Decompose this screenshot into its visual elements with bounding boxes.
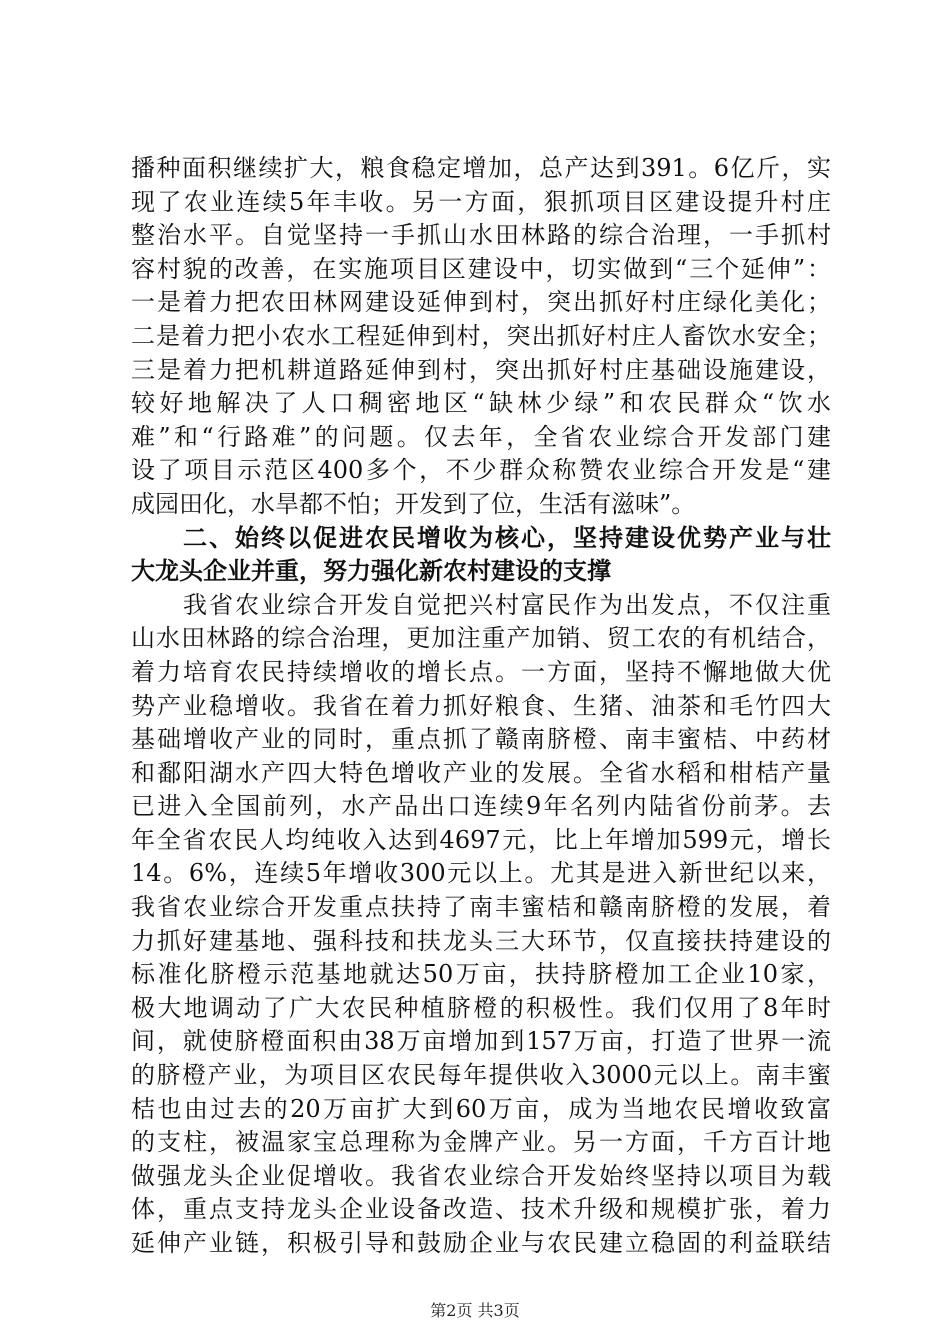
text-line: 较好地解决了人口稠密地区“缺林少绿”和农民群众“饮水 bbox=[131, 389, 831, 418]
text-line: 我省农业综合开发重点扶持了南丰蜜桔和赣南脐橙的发展，着 bbox=[131, 893, 831, 922]
text-line: 14。6%，连续5年增收300元以上。尤其是进入新世纪以来， bbox=[131, 859, 831, 888]
text-line: 现了农业连续5年丰收。另一方面，狠抓项目区建设提升村庄 bbox=[131, 187, 831, 216]
paragraph-2 bbox=[131, 589, 831, 1261]
text-line: 我省农业综合开发自觉把兴村富民作为出发点，不仅注重 bbox=[131, 590, 831, 619]
text-line: 做强龙头企业促增收。我省农业综合开发始终坚持以项目为载 bbox=[131, 1161, 831, 1190]
text-line: 播种面积继续扩大，粮食稳定增加，总产达到391。6亿斤，实 bbox=[131, 154, 831, 182]
text-line: 体，重点支持龙头企业设备改造、技术升级和规模扩张，着力 bbox=[131, 1195, 831, 1224]
text-line: 已进入全国前列，水产品出口连续9年名列内陆省份前茅。去 bbox=[131, 792, 831, 821]
text-line: 延伸产业链，积极引导和鼓励企业与农民建立稳固的利益联结 bbox=[131, 1229, 831, 1257]
body-text bbox=[131, 152, 831, 1261]
text-line: 基础增收产业的同时，重点抓了赣南脐橙、南丰蜜桔、中药材 bbox=[131, 725, 831, 754]
text-line: 设了项目示范区400多个，不少群众称赞农业综合开发是“建 bbox=[131, 456, 831, 485]
text-line: 成园田化，水旱都不怕；开发到了位，生活有滋味”。 bbox=[131, 489, 696, 518]
text-line: 力抓好建基地、强科技和扶龙头三大环节，仅直接扶持建设的 bbox=[131, 926, 831, 955]
text-line: 极大地调动了广大农民种植脐橙的积极性。我们仅用了8年时 bbox=[131, 993, 831, 1022]
text-line: 二、始终以促进农民增收为核心，坚持建设优势产业与壮 bbox=[131, 523, 831, 552]
text-line: 的脐橙产业，为项目区农民每年提供收入3000元以上。南丰蜜 bbox=[131, 1061, 831, 1090]
text-line: 着力培育农民持续增收的增长点。一方面，坚持不懈地做大优 bbox=[131, 657, 831, 686]
text-line: 的支柱，被温家宝总理称为金牌产业。另一方面，千方百计地 bbox=[131, 1128, 831, 1157]
text-line: 三是着力把机耕道路延伸到村，突出抓好村庄基础设施建设， bbox=[131, 355, 831, 384]
text-line: 一是着力把农田林网建设延伸到村，突出抓好村庄绿化美化； bbox=[131, 288, 831, 317]
text-line: 山水田林路的综合治理，更加注重产加销、贸工农的有机结合， bbox=[131, 624, 831, 653]
text-line: 势产业稳增收。我省在着力抓好粮食、生猪、油茶和毛竹四大 bbox=[131, 691, 831, 720]
text-line: 难”和“行路难”的问题。仅去年，全省农业综合开发部门建 bbox=[131, 422, 831, 451]
text-line: 桔也由过去的20万亩扩大到60万亩，成为当地农民增收致富 bbox=[131, 1094, 831, 1123]
page-footer: 第2页 共3页 bbox=[430, 1301, 520, 1320]
text-line: 年全省农民人均纯收入达到4697元，比上年增加599元，增长 bbox=[131, 825, 831, 854]
text-line: 和鄱阳湖水产四大特色增收产业的发展。全省水稻和柑桔产量 bbox=[131, 758, 831, 787]
text-line: 容村貌的改善，在实施项目区建设中，切实做到“三个延伸”： bbox=[131, 254, 831, 283]
text-line: 标准化脐橙示范基地就达50万亩，扶持脐橙加工企业10家， bbox=[131, 960, 831, 989]
paragraph-1 bbox=[131, 152, 831, 522]
text-line: 间，就使脐橙面积由38万亩增加到157万亩，打造了世界一流 bbox=[131, 1027, 831, 1056]
section-heading bbox=[131, 522, 831, 589]
text-line: 大龙头企业并重，努力强化新农村建设的支撑 bbox=[131, 557, 611, 586]
text-line: 二是着力把小农水工程延伸到村，突出抓好村庄人畜饮水安全； bbox=[131, 321, 831, 350]
text-line: 整治水平。自觉坚持一手抓山水田林路的综合治理，一手抓村 bbox=[131, 221, 831, 250]
